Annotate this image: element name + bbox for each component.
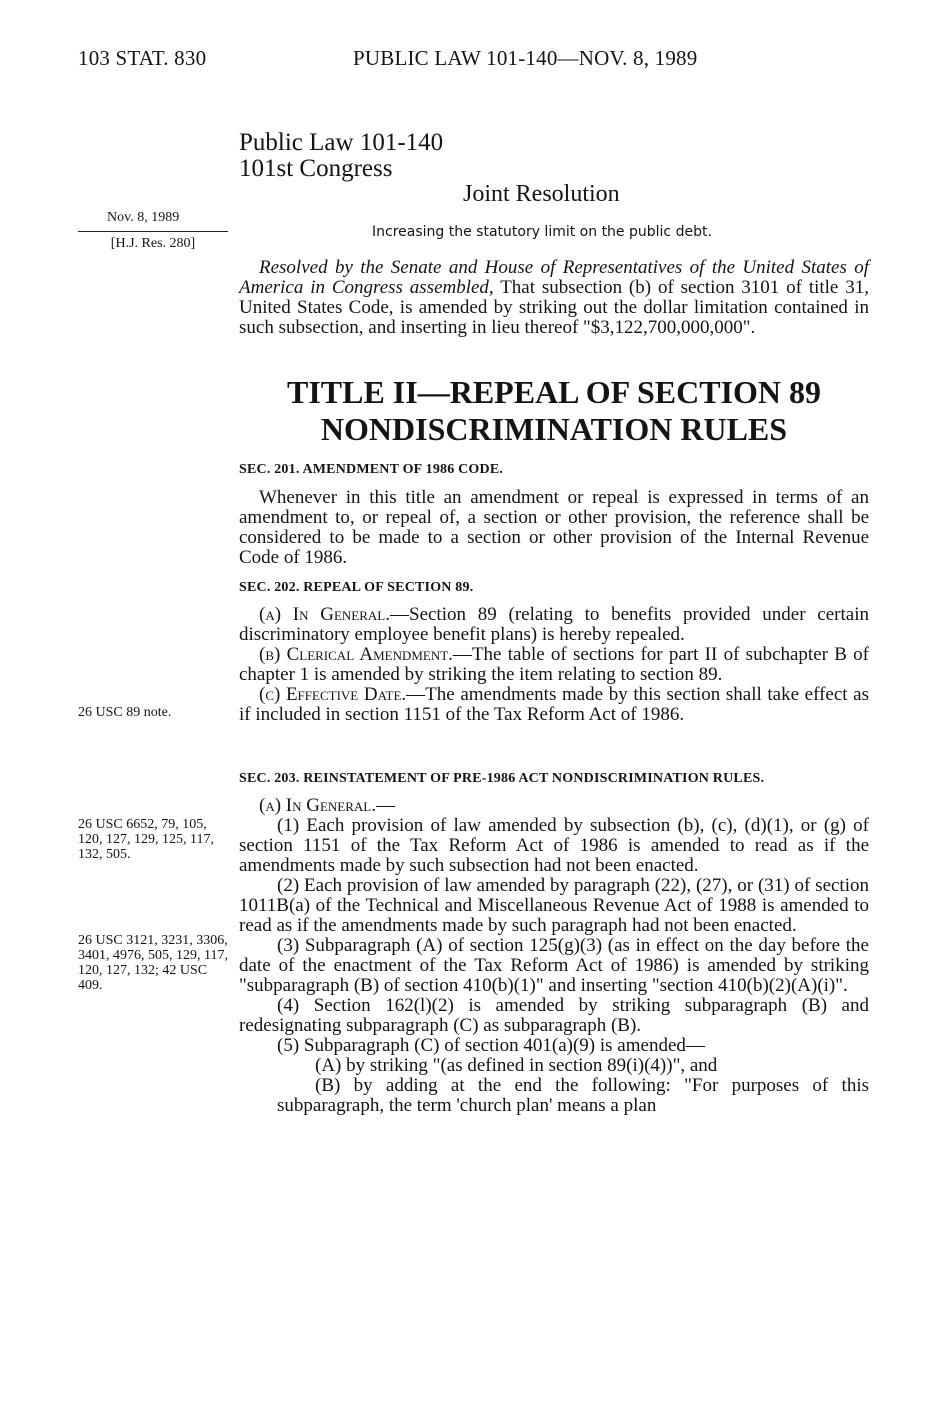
sec-202-body bbox=[239, 605, 869, 725]
resolving-clause bbox=[239, 258, 869, 338]
resolution-type: Joint Resolution bbox=[463, 181, 620, 207]
sec-201-text: Whenever in this title an amendment or repeal is expressed in terms of an amendment to, or repeal of, a section or other provision, the reference shall be considered to be made to a section or other provision of the Internal Revenue Code of 1986. bbox=[239, 487, 869, 568]
bill-number: [H.J. Res. 280] bbox=[78, 231, 228, 252]
margin-note-3: 26 USC 3121, 3231, 3306, 3401, 4976, 505, 129, 117, 120, 127, 132; 42 USC 409. bbox=[78, 933, 228, 993]
sec-202-a-text: Section 89 (relating to benefits provided under certain discriminatory employee benefit plans) is hereby repealed. bbox=[239, 604, 869, 645]
resolved-text: That subsection (b) of section 3101 of title 31, United States Code, is amended by striking out the dollar limitation contained in such subsection, and inserting in lieu thereof "$3,122,700,000,000". bbox=[239, 277, 869, 338]
sec-203-paragraph-2: (2) Each provision of law amended by paragraph (22), (27), or (31) of section 1011B(a) of the Technical and Miscellaneous Revenue Act of 1988 is amended to read as if the amendments made by such paragraph had not been enacted. bbox=[239, 875, 869, 936]
sec-203-a-label: (a) In General.— bbox=[259, 795, 395, 816]
sec-203-subparagraph-a: (A) by striking "(as defined in section 89(i)(4))", and bbox=[315, 1055, 718, 1076]
title-line-1: TITLE II—REPEAL OF SECTION 89 bbox=[286, 374, 822, 410]
law-number-block bbox=[239, 130, 443, 182]
sec-203-paragraph-3: (3) Subparagraph (A) of section 125(g)(3) (as in effect on the day before the date of the enactment of the Tax Reform Act of 1986) is amended by striking "subparagraph (B) of section 410(b)(1)" and inserting "section 410(b)(2)(A)(i)". bbox=[239, 935, 869, 996]
sec-202-heading: SEC. 202. REPEAL OF SECTION 89. bbox=[239, 580, 474, 595]
title-heading bbox=[239, 374, 869, 448]
running-title: PUBLIC LAW 101-140—NOV. 8, 1989 bbox=[353, 46, 698, 70]
sec-202-b-label: (b) Clerical Amendment.— bbox=[259, 644, 472, 665]
page-reference: 103 STAT. 830 bbox=[78, 46, 207, 70]
law-number: Public Law 101-140 bbox=[239, 129, 444, 156]
sec-202-c-text: The amendments made by this section shall take effect as if included in section 1151 of the Tax Reform Act of 1986. bbox=[239, 684, 869, 725]
sec-203-paragraph-1: (1) Each provision of law amended by subsection (b), (c), (d)(1), or (g) of section 1151 of the Tax Reform Act of 1986 is amended to read as if the amendments made by such subsection had not been enacted. bbox=[239, 815, 869, 876]
sec-201-body bbox=[239, 488, 869, 568]
resolution-purpose: Increasing the statutory limit on the public debt. bbox=[372, 224, 712, 240]
sec-201-heading: SEC. 201. AMENDMENT OF 1986 CODE. bbox=[239, 462, 504, 477]
sec-203-heading: SEC. 203. REINSTATEMENT OF PRE-1986 ACT NONDISCRIMINATION RULES. bbox=[239, 771, 765, 786]
sec-202-a-label: (a) In General.— bbox=[259, 604, 409, 625]
sec-203-body bbox=[239, 796, 869, 1116]
congress: 101st Congress bbox=[239, 155, 393, 182]
margin-note-2: 26 USC 6652, 79, 105, 120, 127, 129, 125, 117, 132, 505. bbox=[78, 817, 214, 862]
title-line-2: NONDISCRIMINATION RULES bbox=[320, 411, 788, 447]
sec-202-b-text: The table of sections for part II of subchapter B of chapter 1 is amended by striking the item relating to section 89. bbox=[239, 644, 869, 685]
sec-203-paragraph-5: (5) Subparagraph (C) of section 401(a)(9) is amended— bbox=[277, 1035, 705, 1056]
margin-note-1: 26 USC 89 note. bbox=[78, 705, 172, 720]
sec-203-subparagraph-b: (B) by adding at the end the following: "For purposes of this subparagraph, the term 'church plan' means a plan bbox=[277, 1075, 869, 1116]
enactment-date: Nov. 8, 1989 bbox=[107, 210, 180, 225]
resolved-italic: Resolved by the Senate and House of Representatives of the United States of America in Congress assembled, bbox=[239, 257, 869, 298]
sec-203-paragraph-4: (4) Section 162(l)(2) is amended by striking subparagraph (B) and redesignating subparagraph (C) as subparagraph (B). bbox=[239, 995, 869, 1036]
sec-202-c-label: (c) Effective Date.— bbox=[259, 684, 426, 705]
